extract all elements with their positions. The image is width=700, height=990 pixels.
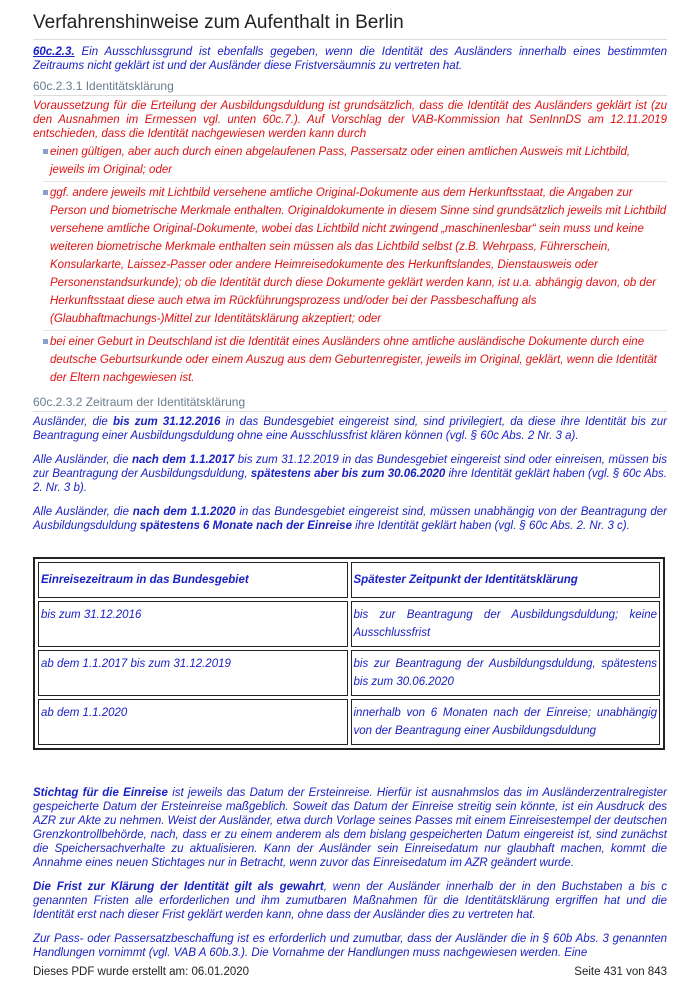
- table-header-row: [38, 562, 660, 598]
- period-paragraph-2: Alle Ausländer, die nach dem 1.1.2017 bis zum 31.12.2019 in das Bundesgebiet eingereist sind oder einreisen, müssen bis zur Beantragung der Ausbildungsduldung, spätestens aber bis zum 30.06.2020 ihre Identität geklärt haben (vgl. § 60c Abs. 2. Nr. 3 b).: [33, 454, 667, 494]
- table-cell: ab dem 1.1.2017 bis zum 31.12.2019: [38, 650, 348, 696]
- list-item: einen gültigen, aber auch durch einen abgelaufenen Pass, Passersatz oder einen amtlichen Ausweis mit Lichtbild, jeweils im Original; oder: [43, 143, 667, 182]
- period-paragraph-1: Ausländer, die bis zum 31.12.2016 in das Bundesgebiet eingereist sind, sind privilegiert, da diese ihre Identität bis zur Beantragung einer Ausbildungsduldung ohne eine Ausschlussfrist klären können (vgl. § 60c Abs. 2 Nr. 3 a).: [33, 416, 667, 442]
- table-row: [38, 601, 660, 647]
- bullet-square-icon: [43, 190, 48, 195]
- table-cell: bis zur Beantragung der Ausbildungsduldung; keine Ausschlussfrist: [351, 601, 661, 647]
- identity-document-list: [33, 143, 667, 389]
- page-footer: [33, 966, 667, 978]
- pdf-created-date: Dieses PDF wurde erstellt am: 06.01.2020: [33, 966, 250, 978]
- table-cell: ab dem 1.1.2020: [38, 699, 348, 745]
- table-cell: bis zum 31.12.2016: [38, 601, 348, 647]
- period-paragraph-3: Alle Ausländer, die nach dem 1.1.2020 in das Bundesgebiet eingereist sind, müssen unabhängig von der Beantragung der Ausbildungsduldung spätestens 6 Monate nach der Einreise ihre Identität geklärt haben (vgl. § 60c Abs. 2. Nr. 3 c).: [33, 506, 667, 532]
- page-number: Seite 431 von 843: [574, 966, 667, 978]
- list-item: bei einer Geburt in Deutschland ist die Identität eines Ausländers ohne amtliche ausländische Dokumente durch eine deutsche Geburtsurkunde oder einem Auszug aus dem Geburtenregister, jeweils im Original, geklärt, wenn die Identität der Eltern nachgewiesen ist.: [43, 333, 667, 389]
- page-title: Verfahrenshinweise zum Aufenthalt in Berlin: [33, 12, 667, 40]
- section-heading-identity: 60c.2.3.1 Identitätsklärung: [33, 79, 667, 96]
- deadline-kept-paragraph: Die Frist zur Klärung der Identität gilt als gewahrt, wenn der Ausländer innerhalb der in den Buchstaben a bis c genannten Fristen alle erforderlichen und ihm zumutbaren Maßnahmen für die Identitätsklärung ergriffen hat und die Identität erst nach dieser Frist geklärt werden kann, ohne dass der Ausländer dies zu vertreten hat.: [33, 881, 667, 921]
- identity-intro-paragraph: Voraussetzung für die Erteilung der Ausbildungsduldung ist grundsätzlich, dass die Identität des Ausländers geklärt ist (zu den Ausnahmen im Ermessen vgl. unten 60c.7.). Auf Vorschlag der VAB-Kommission hat SenInnDS am 12.11.2019 entschieden, dass die Identität nachgewiesen werden kann durch: [33, 100, 667, 140]
- table-header-cell: Spätester Zeitpunkt der Identitätsklärung: [351, 562, 661, 598]
- entry-date-paragraph: Stichtag für die Einreise ist jeweils das Datum der Ersteinreise. Hierfür ist ausnahmslos das im Ausländerzentralregister gespeicherte Datum der Ersteinreise maßgeblich. Soweit das Datum der Einreise streitig sein könnte, ist ein Ausdruck des AZR zur Akte zu nehmen. Weist der Ausländer, etwa durch Vorlage seines Passes mit einem Einreisestempel der deutschen Grenzkontrollbehörde, nach, dass er zu einem anderem als dem bislang gespeicherten Datum eingereist ist, sind zunächst die Speichersachverhalte zu aktualisieren. Kann der Ausländer sein Einreisedatum nur glaubhaft machen, kommt die Annahme eines neuen Stichtages nur in Betracht, wenn zuvor das Einreisedatum im AZR geändert wurde.: [33, 787, 667, 869]
- list-item: ggf. andere jeweils mit Lichtbild versehene amtliche Original-Dokumente aus dem Herkunftsstaat, die Angaben zur Person und biometrische Merkmale enthalten. Originaldokumente in diesem Sinne sind grundsätzlich jeweils mit Lichtbild versehene amtliche Original-Dokumente, wobei das Lichtbild nicht zwingend „maschinenlesbar“ sein muss und keine weiteren biometrische Merkmale enthalten sein müssen als das Lichtbild selbst (z.B. Wehrpass, Führerschein, Konsularkarte, Laissez-Passer oder andere Heimreisedokumente des Herkunftslandes, Dienstausweis oder Personenstandsurkunde); ob die Identität durch diese Dokumente geklärt werden kann, ist u.a. abhängig davon, ob der Herkunftsstaat diese auch etwa im Rückführungsprozess und/oder bei der Passbeschaffung als (Glaubhaftmachungs-)Mittel zur Identitätsklärung akzeptiert; oder: [43, 184, 667, 331]
- table-row: [38, 699, 660, 745]
- passport-procurement-paragraph: Zur Pass- oder Passersatzbeschaffung ist es erforderlich und zumutbar, dass der Ausländer die in § 60b Abs. 3 genannten Handlungen vornimmt (vgl. VAB A 60b.3.). Die Vornahme der Handlungen muss nachgewiesen werden. Eine: [33, 933, 667, 959]
- section-heading-period: 60c.2.3.2 Zeitraum der Identitätsklärung: [33, 395, 667, 412]
- table-row: [38, 650, 660, 696]
- intro-text: Ein Ausschlussgrund ist ebenfalls gegeben, wenn die Identität des Ausländers innerhalb eines bestimmten Zeitraums nicht geklärt ist und der Ausländer diese Fristversäumnis zu vertreten hat.: [33, 46, 667, 72]
- section-ref-link[interactable]: 60c.2.3.: [33, 46, 75, 58]
- table-cell: innerhalb von 6 Monaten nach der Einreise; unabhängig von der Beantragung einer Ausbildungsduldung: [351, 699, 661, 745]
- bullet-square-icon: [43, 339, 48, 344]
- document-page: [33, 0, 667, 960]
- table-header-cell: Einreisezeitraum in das Bundesgebiet: [38, 562, 348, 598]
- deadline-table: [33, 557, 665, 750]
- table-cell: bis zur Beantragung der Ausbildungsduldung, spätestens bis zum 30.06.2020: [351, 650, 661, 696]
- bullet-square-icon: [43, 149, 48, 154]
- intro-paragraph: [33, 45, 667, 73]
